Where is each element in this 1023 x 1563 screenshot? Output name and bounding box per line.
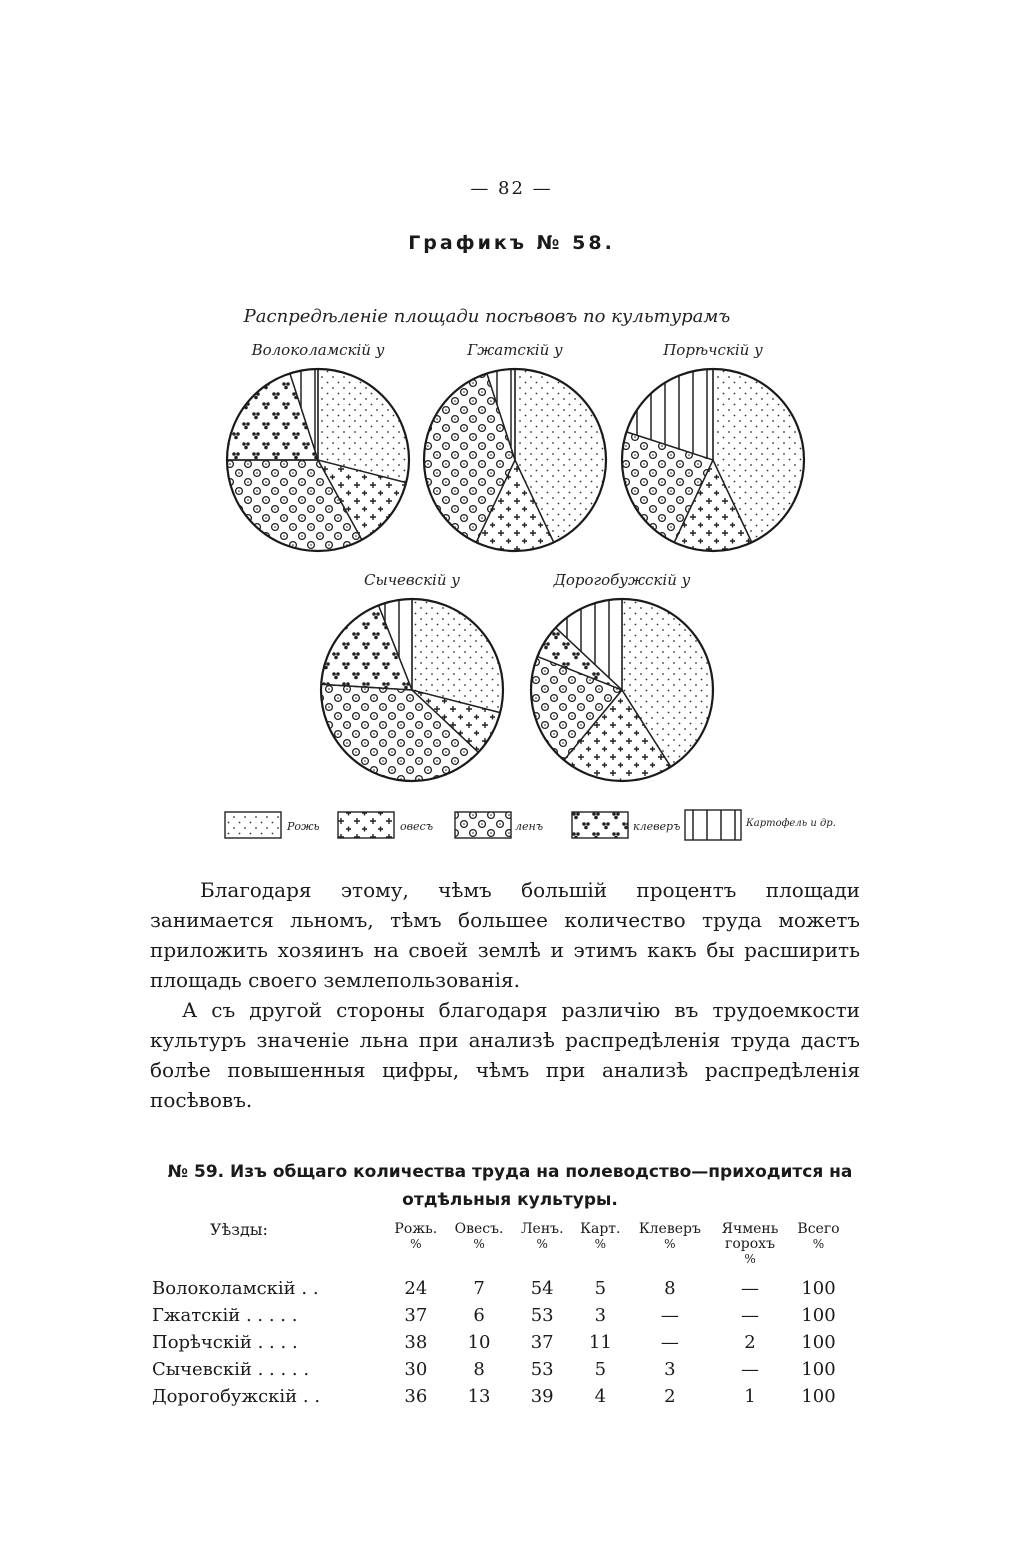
table-cell: 2 xyxy=(744,1332,756,1353)
table-title-line-1: № 59. Изъ общаго количества труда на полеводство—приходится на xyxy=(167,1162,853,1182)
table-cell: — xyxy=(741,1305,760,1326)
legend-clover xyxy=(572,812,680,838)
district-name: Волоколамскій . . xyxy=(152,1278,319,1299)
table-row xyxy=(148,1302,848,1329)
table-row xyxy=(148,1275,848,1302)
header-label: Ячмень горохъ xyxy=(721,1221,779,1252)
legend-rye xyxy=(225,812,320,838)
header-label: Овесъ. xyxy=(454,1221,504,1237)
table-cell: 11 xyxy=(588,1332,612,1353)
header-label: Карт. xyxy=(580,1221,621,1237)
header-unit: % xyxy=(812,1237,825,1251)
paragraph-1: Благодаря этому, чѣмъ большій процентъ площади занимается льномъ, тѣмъ большее количество труда можетъ приложить хозяинъ на своей землѣ и этимъ какъ бы расширить площадь своего землепользованія. xyxy=(150,878,860,992)
header-label: Всего xyxy=(797,1221,840,1237)
table-cell: 36 xyxy=(404,1386,428,1407)
legend-label-clover: клеверъ xyxy=(633,820,681,833)
table-cell: 100 xyxy=(801,1386,836,1407)
legend-label-flax: ленъ xyxy=(515,820,544,833)
legend-oats xyxy=(338,812,433,838)
pie-legend xyxy=(225,810,836,840)
table-cell: 4 xyxy=(594,1386,607,1407)
header-col xyxy=(711,1222,789,1275)
labor-table xyxy=(148,1222,848,1410)
table-cell: 53 xyxy=(530,1359,554,1380)
pie-label: Волоколамскій у xyxy=(251,341,385,359)
pie-chart xyxy=(531,571,713,781)
header-col xyxy=(789,1222,848,1275)
table-cell: — xyxy=(660,1305,679,1326)
table-cell: 100 xyxy=(801,1332,836,1353)
table-cell: — xyxy=(741,1359,760,1380)
header-col xyxy=(629,1222,711,1275)
table-row xyxy=(148,1329,848,1356)
table-cell: 100 xyxy=(801,1278,836,1299)
legend-label-rye: Рожь xyxy=(287,820,320,833)
legend-label-potato: Картофель и др. xyxy=(746,818,836,829)
header-col xyxy=(386,1222,446,1275)
table-cell: — xyxy=(660,1332,679,1353)
pie-chart xyxy=(622,341,804,551)
pie-label: Сычевскій у xyxy=(364,571,460,589)
table-cell: 2 xyxy=(664,1386,676,1407)
table-title-line-2: отдѣльныя культуры. xyxy=(402,1190,618,1210)
table-cell: 3 xyxy=(664,1359,676,1380)
table-cell: 38 xyxy=(404,1332,428,1353)
header-unit: % xyxy=(473,1237,485,1251)
pie-label: Гжатскій у xyxy=(467,341,563,359)
table-header-row xyxy=(148,1222,848,1275)
table-cell: 7 xyxy=(473,1278,485,1299)
table-cell: 37 xyxy=(530,1332,554,1353)
district-name: Сычевскій . . . . . xyxy=(152,1359,310,1380)
district-name: Дорогобужскій . . xyxy=(152,1386,321,1407)
table-row xyxy=(148,1383,848,1410)
legend-flax xyxy=(455,812,543,838)
table-cell: 3 xyxy=(594,1305,607,1326)
header-unit: % xyxy=(744,1252,756,1266)
pie-label: Дорогобужскій у xyxy=(553,571,691,589)
legend-label-oats: овесъ xyxy=(400,820,434,833)
pie-chart xyxy=(321,571,503,781)
header-unit: % xyxy=(594,1237,607,1251)
table-cell: 100 xyxy=(801,1305,836,1326)
header-unit: % xyxy=(410,1237,422,1251)
table-cell: 30 xyxy=(404,1359,428,1380)
header-label: Рожь. xyxy=(394,1221,438,1237)
header-label: Ленъ. xyxy=(520,1221,564,1237)
page-number: — 82 — xyxy=(470,178,553,199)
table-title xyxy=(150,1158,870,1214)
table-cell: 37 xyxy=(404,1305,428,1326)
legend-potato xyxy=(685,810,836,840)
header-unit: % xyxy=(536,1237,548,1251)
table-cell: 8 xyxy=(473,1359,485,1380)
header-districts: Уѣзды: xyxy=(210,1220,268,1239)
table-cell: 8 xyxy=(664,1278,676,1299)
table-cell: 54 xyxy=(530,1278,554,1299)
header-unit: % xyxy=(664,1237,676,1251)
header-label: Клеверъ xyxy=(638,1221,701,1237)
table-cell: 13 xyxy=(467,1386,491,1407)
district-name: Гжатскій . . . . . xyxy=(152,1305,298,1326)
graph-title: Графикъ № 58. xyxy=(408,232,615,254)
table-cell: 5 xyxy=(594,1278,607,1299)
header-col xyxy=(572,1222,629,1275)
table-cell: 5 xyxy=(594,1359,607,1380)
table-cell: 39 xyxy=(530,1386,554,1407)
table-cell: 100 xyxy=(801,1359,836,1380)
paragraph-2: А съ другой стороны благодаря различію въ трудоемкости культуръ значеніе льна при анализѣ распредѣленія труда дастъ болѣе повышенныя цифры, чѣмъ при анализѣ распредѣленія посѣвовъ. xyxy=(150,998,860,1112)
table-row xyxy=(148,1356,848,1383)
district-name: Порѣчскій . . . . xyxy=(152,1332,298,1353)
pie-label: Порѣчскій у xyxy=(663,341,763,359)
header-col xyxy=(446,1222,513,1275)
table-cell: 1 xyxy=(744,1386,756,1407)
table-cell: 6 xyxy=(473,1305,485,1326)
table-cell: — xyxy=(741,1278,760,1299)
table-cell: 53 xyxy=(530,1305,554,1326)
header-col xyxy=(512,1222,572,1275)
table-cell: 10 xyxy=(467,1332,491,1353)
table-cell: 24 xyxy=(404,1278,428,1299)
pie-figure-title: Распредѣленіе площади посѣвовъ по культурамъ xyxy=(243,306,731,327)
pie-chart xyxy=(227,341,409,551)
pie-chart xyxy=(424,341,606,551)
